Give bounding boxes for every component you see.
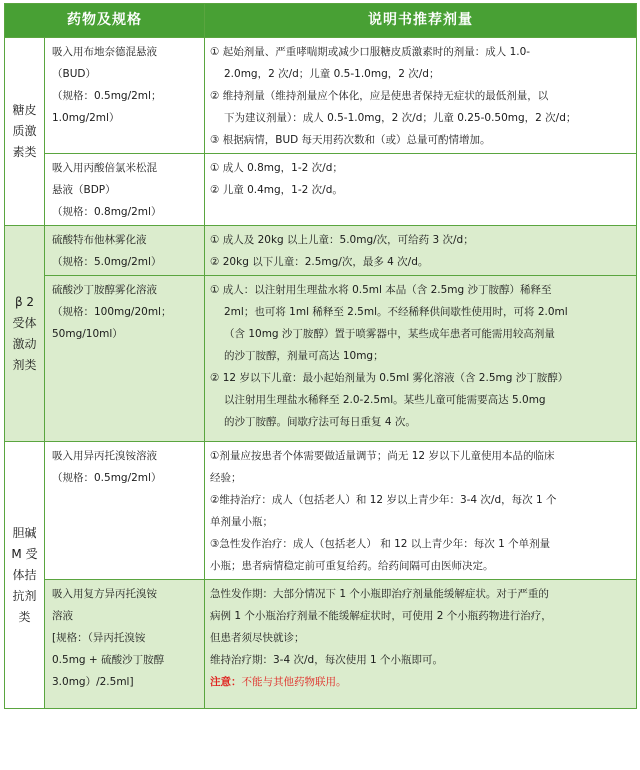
category-cell [5, 226, 45, 442]
dosage-table [4, 3, 637, 709]
recommendation-line: 维持治疗期：3-4 次/d，每次使用 1 个小瓶即可。 [210, 654, 444, 666]
recommendation-line: ① 成人：以注射用生理盐水将 0.5ml 本品（含 2.5mg 沙丁胺醇）稀释至 [210, 284, 552, 296]
recommendation-cell [205, 442, 637, 580]
recommendation-cell [205, 154, 637, 226]
table-row [5, 276, 637, 442]
recommendation-line: ① 成人 0.8mg，1-2 次/d； [210, 162, 343, 174]
drug-name-line: （规格：0.8mg/2ml） [52, 206, 162, 218]
category-label-line: M 受 [11, 546, 38, 561]
category-label-line: 素类 [12, 145, 37, 159]
table-row [5, 442, 637, 580]
category-label-line: 激动 [12, 336, 37, 351]
drug-name-cell [45, 580, 205, 709]
recommendation-line: 但患者须尽快就诊； [210, 632, 305, 644]
header-recommendation-column: 说明书推荐剂量 [205, 4, 637, 38]
drug-name-cell [45, 226, 205, 276]
table-header-row [5, 4, 637, 38]
drug-name-line: 0.5mg + 硫酸沙丁胺醇 [52, 654, 165, 666]
drug-dosage-document [4, 3, 636, 764]
recommendation-line: 小瓶；患者病情稳定前可重复给药。给药间隔可由医师决定。 [210, 560, 494, 572]
drug-name-line: 硫酸沙丁胺醇雾化溶液 [52, 284, 157, 296]
drug-name-line: 50mg/10ml） [52, 328, 123, 340]
category-label-line: 受体 [12, 315, 37, 330]
recommendation-line: 的沙丁胺醇。间歇疗法可每日重复 4 次。 [224, 416, 416, 428]
category-label-line: 胆碱 [12, 525, 37, 540]
category-label-line: 抗剂 [12, 588, 37, 603]
drug-name-line: 溶液 [52, 610, 73, 622]
table-row [5, 580, 637, 709]
recommendation-line: ①剂量应按患者个体需要做适量调节；尚无 12 岁以下儿童使用本品的临床 [210, 450, 555, 462]
recommendation-line: ① 起始剂量、严重哮喘期或减少口服糖皮质激素时的剂量：成人 1.0- [210, 46, 531, 58]
recommendation-line: 急性发作期：大部分情况下 1 个小瓶即治疗剂量能缓解症状。对于严重的 [210, 588, 549, 600]
recommendation-cell [205, 276, 637, 442]
table-row [5, 38, 637, 154]
recommendation-line: ② 20kg 以下儿童：2.5mg/次，最多 4 次/d。 [210, 256, 429, 268]
drug-name-line: （规格：0.5mg/2ml） [52, 472, 162, 484]
header-drug-column: 药物及规格 [5, 4, 205, 38]
category-cell [5, 442, 45, 709]
drug-name-line: （规格：0.5mg/2ml； [52, 90, 162, 102]
category-label-line: 剂类 [12, 357, 37, 372]
drug-name-cell [45, 38, 205, 154]
recommendation-line: （含 10mg 沙丁胺醇）置于喷雾器中，某些成年患者可能需用较高剂量 [224, 328, 555, 340]
category-cell [5, 38, 45, 226]
recommendation-cell [205, 226, 637, 276]
recommendation-line: 2ml；也可将 1ml 稀释至 2.5ml。不经稀释供间歇性使用时，可将 2.0ml [224, 306, 568, 318]
warning-text: 不能与其他药物联用。 [241, 676, 347, 688]
drug-name-line: （规格：5.0mg/2ml） [52, 256, 162, 268]
drug-name-cell [45, 442, 205, 580]
recommendation-line: 单剂量小瓶； [210, 516, 273, 528]
recommendation-line: ② 儿童 0.4mg，1-2 次/d。 [210, 184, 343, 196]
drug-name-line: 吸入用异丙托溴铵溶液 [52, 450, 157, 462]
category-label-line: 质激 [12, 124, 37, 138]
drug-name-line: 1.0mg/2ml） [52, 112, 120, 124]
drug-name-line: [规格：（异丙托溴铵 [52, 632, 146, 644]
drug-name-line: 硫酸特布他林雾化液 [52, 234, 147, 246]
recommendation-line: ③急性发作治疗：成人（包括老人） 和 12 以上青少年：每次 1 个单剂量 [210, 538, 551, 550]
warning-note [210, 671, 632, 693]
drug-name-cell [45, 276, 205, 442]
drug-name-line: （BUD） [52, 68, 96, 80]
recommendation-line: ②维持治疗：成人（包括老人）和 12 岁以上青少年：3-4 次/d，每次 1 个 [210, 494, 557, 506]
table-row [5, 226, 637, 276]
drug-name-line: 吸入用复方异丙托溴铵 [52, 588, 157, 600]
recommendation-line: ② 维持剂量（维持剂量应个体化，应是使患者保持无症状的最低剂量，以 [210, 90, 549, 102]
recommendation-cell [205, 580, 637, 709]
category-label-line: 糖皮 [12, 103, 37, 117]
recommendation-line: ③ 根据病情，BUD 每天用药次数和（或）总量可酌情增加。 [210, 134, 491, 146]
recommendation-line: 2.0mg，2 次/d；儿童 0.5-1.0mg，2 次/d； [224, 68, 440, 80]
category-label-line: 体拮 [12, 567, 37, 582]
drug-name-line: 吸入用丙酸倍氯米松混 [52, 162, 157, 174]
recommendation-line: 病例 1 个小瓶治疗剂量不能缓解症状时，可使用 2 个小瓶药物进行治疗， [210, 610, 552, 622]
recommendation-line: 下为建议剂量）：成人 0.5-1.0mg，2 次/d；儿童 0.25-0.50mg，2 次/d； [224, 112, 577, 124]
drug-name-line: 3.0mg）/2.5ml] [52, 676, 134, 688]
recommendation-line: ① 成人及 20kg 以上儿童：5.0mg/次，可给药 3 次/d； [210, 234, 474, 246]
recommendation-line: ② 12 岁以下儿童：最小起始剂量为 0.5ml 雾化溶液（含 2.5mg 沙丁胺醇） [210, 372, 569, 384]
table-row [5, 154, 637, 226]
warning-label: 注意： [210, 676, 242, 688]
category-label-line: β 2 [14, 294, 35, 309]
recommendation-line: 经验； [210, 472, 242, 484]
category-label-line: 类 [18, 609, 31, 624]
drug-name-line: 悬液（BDP） [52, 184, 116, 196]
recommendation-line: 的沙丁胺醇，剂量可高达 10mg； [224, 350, 384, 362]
recommendation-line: 以注射用生理盐水稀释至 2.0-2.5ml。某些儿童可能需要高达 5.0mg [224, 394, 546, 406]
drug-name-line: （规格：100mg/20ml； [52, 306, 172, 318]
drug-name-line: 吸入用布地奈德混悬液 [52, 46, 157, 58]
drug-name-cell [45, 154, 205, 226]
recommendation-cell [205, 38, 637, 154]
